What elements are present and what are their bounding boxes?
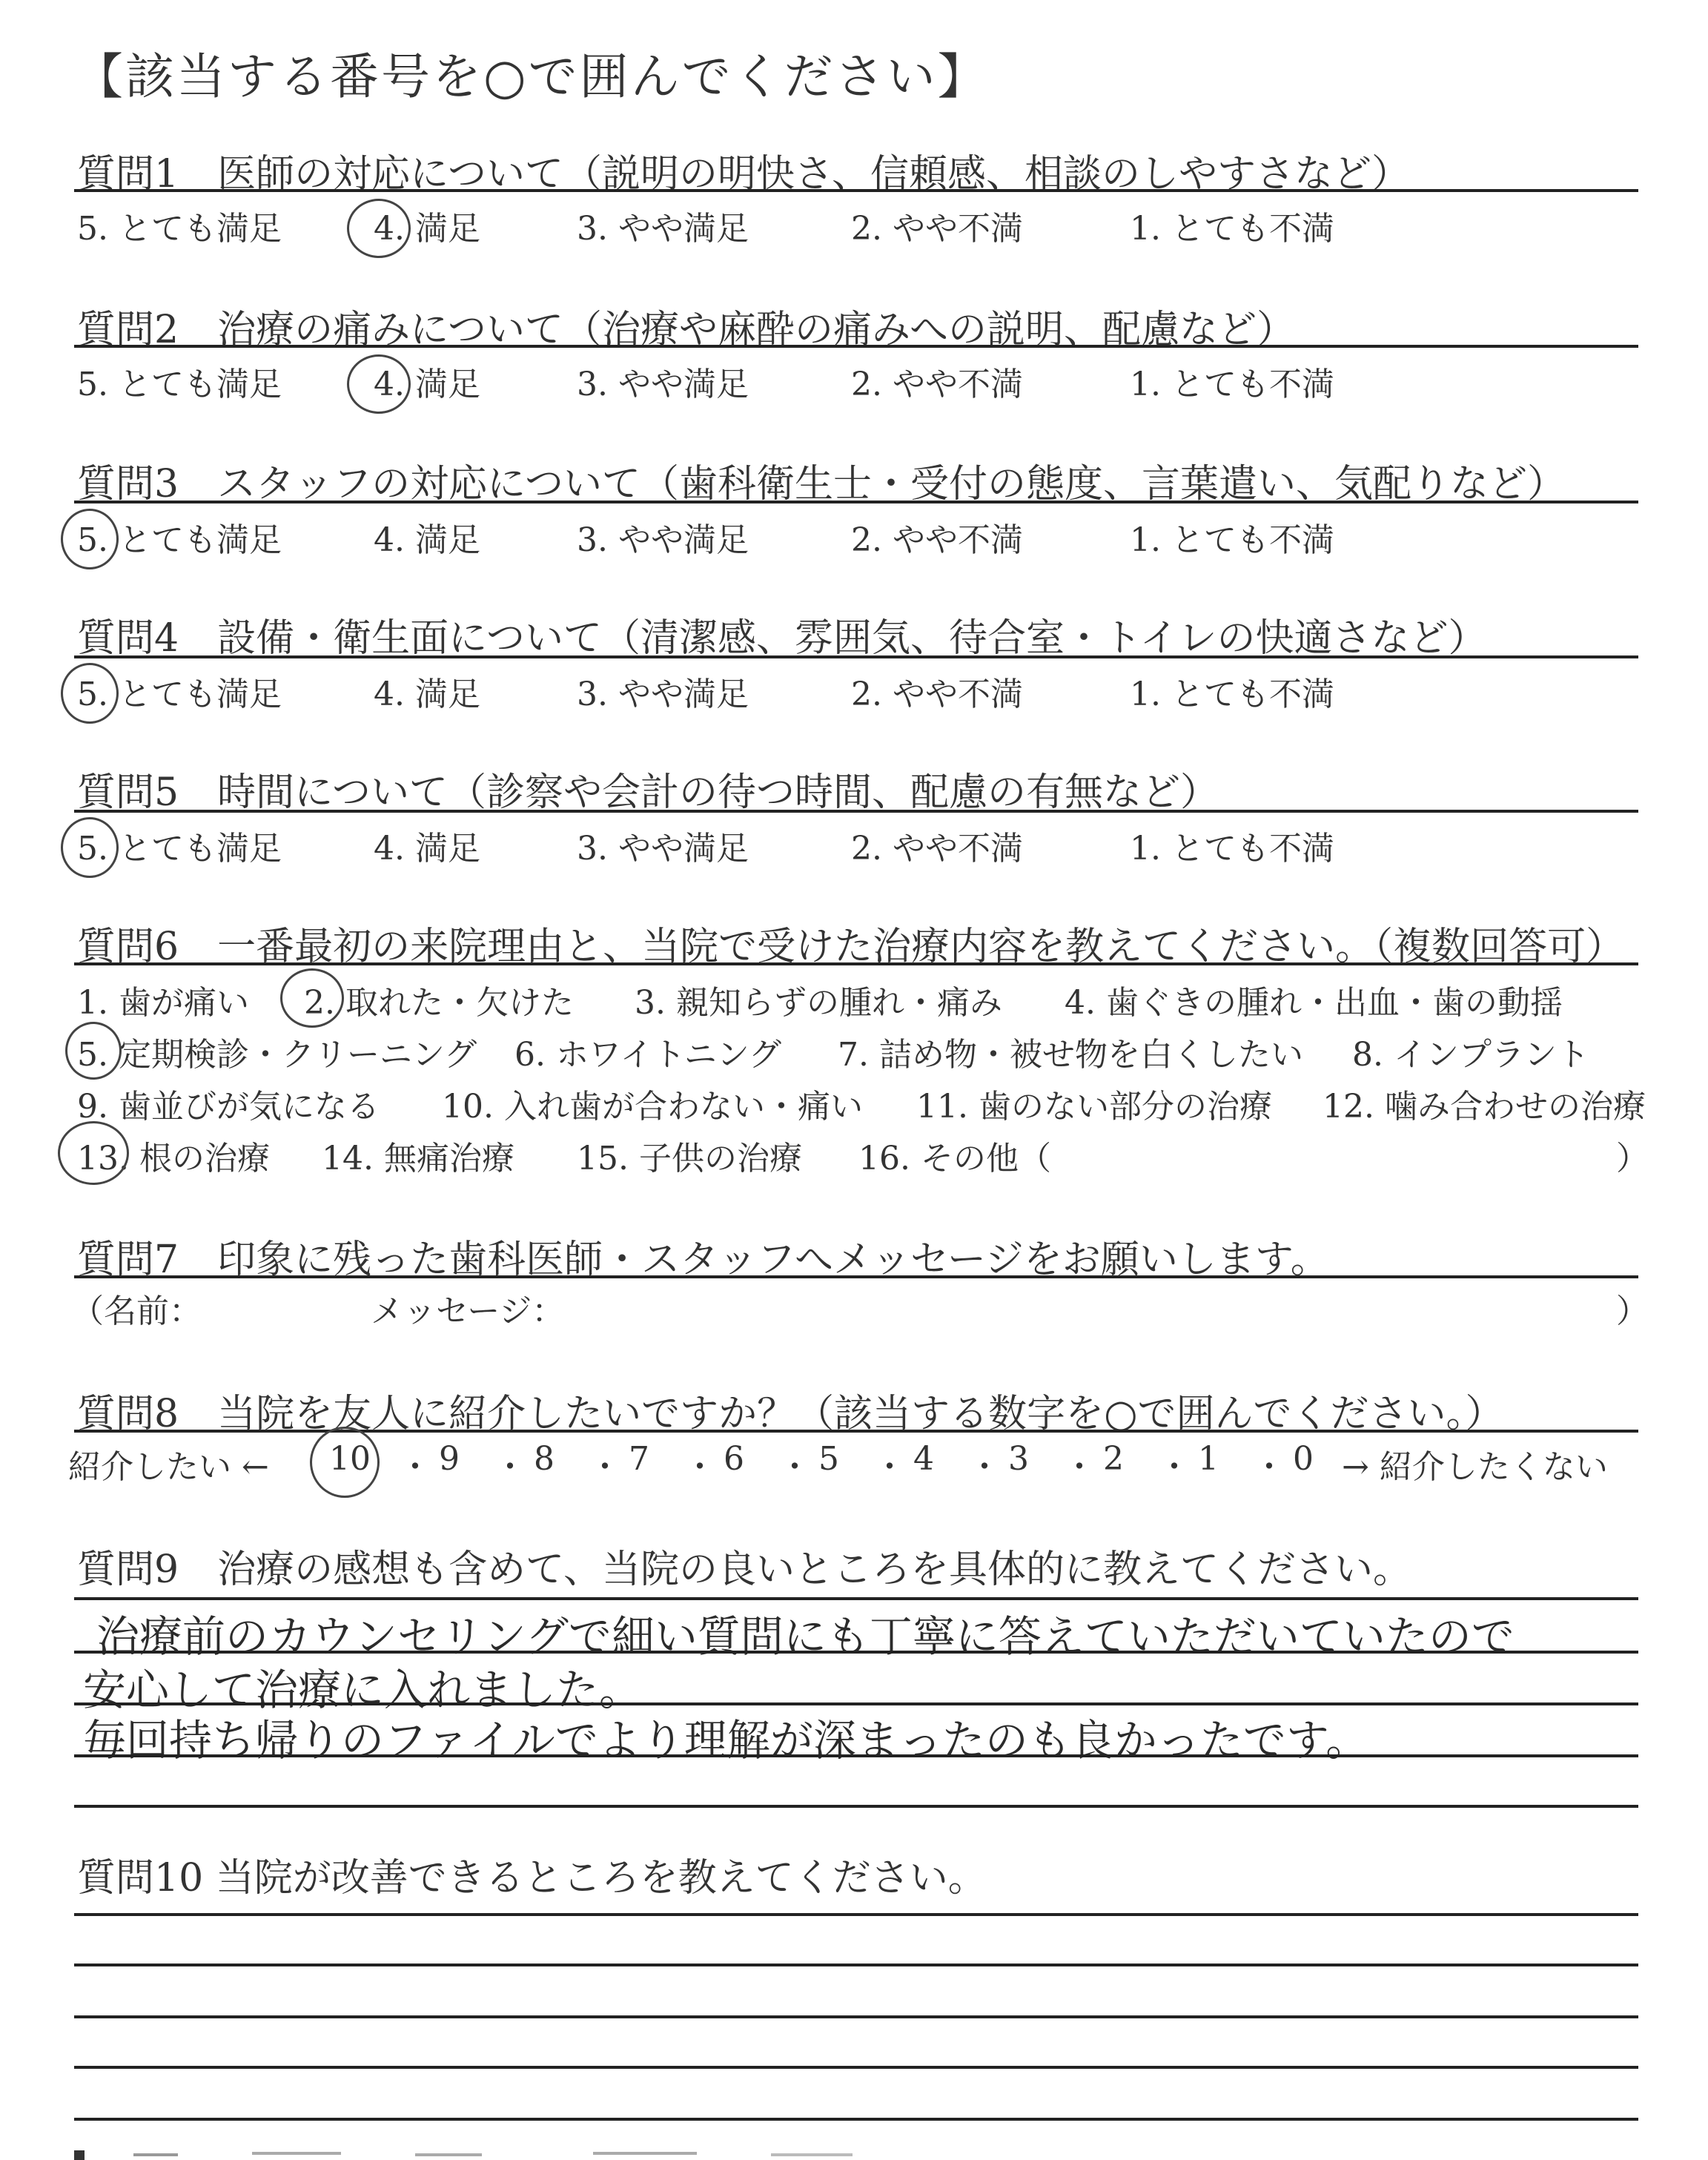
handwritten-answer-line: 治療前のカウンセリングで細い質問にも丁寧に答えていただいていたので — [96, 1611, 1515, 1662]
scale-dot: ・ — [778, 1448, 811, 1486]
divider — [74, 962, 1638, 965]
q8-left-label: 紹介したい ← — [68, 1448, 269, 1486]
q6-option-1[interactable]: 1. 歯が痛い — [77, 984, 249, 1022]
q6-option-10[interactable]: 10. 入れ歯が合わない・痛い — [442, 1088, 863, 1126]
q7-close-paren: ） — [1616, 1292, 1649, 1330]
q6-option-3[interactable]: 3. 親知らずの腫れ・痛み — [635, 984, 1002, 1022]
q6-option-12[interactable]: 12. 噛み合わせの治療 — [1323, 1088, 1646, 1126]
handwritten-answer-line: 安心して治療に入れました。 — [83, 1665, 643, 1715]
cropped-text-fragment — [74, 2143, 964, 2160]
q8-scale-2[interactable]: 2 — [1103, 1440, 1124, 1478]
q5-option-1[interactable]: 1. とても不満 — [1130, 830, 1334, 868]
q1-option-2[interactable]: 2. やや不満 — [851, 210, 1023, 248]
question-9: 質問9 治療の感想も含めて、当院の良いところを具体的に教えてください。 — [77, 1548, 1412, 1592]
q5-option-2[interactable]: 2. やや不満 — [851, 830, 1023, 868]
question-4: 質問4 設備・衛生面について（清潔感、雰囲気、待合室・トイレの快適さなど） — [77, 616, 1487, 661]
q8-scale-6[interactable]: 6 — [724, 1440, 744, 1478]
scale-dot: ・ — [494, 1448, 526, 1486]
q2-option-2[interactable]: 2. やや不満 — [851, 366, 1023, 403]
q4-option-4[interactable]: 4. 満足 — [374, 676, 480, 713]
q1-option-4[interactable]: 4. 満足 — [374, 210, 480, 248]
q5-option-5[interactable]: 5. とても満足 — [77, 830, 282, 868]
scale-dot: ・ — [1253, 1448, 1285, 1486]
question-5: 質問5 時間について（診察や会計の待つ時間、配慮の有無など） — [77, 770, 1219, 815]
q6-option-2[interactable]: 2. 取れた・欠けた — [304, 984, 574, 1022]
q3-option-1[interactable]: 1. とても不満 — [1130, 521, 1334, 559]
scale-dot: ・ — [968, 1448, 1001, 1486]
q6-option-4[interactable]: 4. 歯ぐきの腫れ・出血・歯の動揺 — [1065, 984, 1563, 1022]
q3-option-5[interactable]: 5. とても満足 — [77, 521, 282, 559]
divider — [74, 1430, 1638, 1433]
answer-rule — [74, 2066, 1638, 2069]
question-10: 質問10 当院が改善できるところを教えてください。 — [77, 1856, 987, 1900]
handwritten-answer-line: 毎回持ち帰りのファイルでより理解が深まったのも良かったです。 — [83, 1715, 1369, 1766]
divider — [74, 189, 1638, 192]
q6-option-8[interactable]: 8. インプラント — [1352, 1036, 1589, 1074]
q8-scale-5[interactable]: 5 — [818, 1440, 839, 1478]
q6-option-15[interactable]: 15. 子供の治療 — [577, 1140, 802, 1178]
selection-circle — [61, 817, 119, 878]
q8-right-label: → 紹介したくない — [1342, 1448, 1608, 1486]
selection-circle — [347, 199, 411, 258]
divider — [74, 1275, 1638, 1278]
scale-dot: ・ — [1158, 1448, 1191, 1486]
q8-scale-3[interactable]: 3 — [1008, 1440, 1029, 1478]
q1-option-5[interactable]: 5. とても満足 — [77, 210, 282, 248]
answer-rule — [74, 2118, 1638, 2121]
q1-option-1[interactable]: 1. とても不満 — [1130, 210, 1334, 248]
q4-option-2[interactable]: 2. やや不満 — [851, 676, 1023, 713]
scale-dot: ・ — [399, 1448, 431, 1486]
scale-dot: ・ — [589, 1448, 621, 1486]
page-title: 【該当する番号を○で囲んでください】 — [74, 48, 989, 105]
q4-option-5[interactable]: 5. とても満足 — [77, 676, 282, 713]
q4-option-1[interactable]: 1. とても不満 — [1130, 676, 1334, 713]
scale-dot: ・ — [1063, 1448, 1096, 1486]
scale-dot: ・ — [683, 1448, 716, 1486]
divider — [74, 345, 1638, 348]
q8-scale-10[interactable]: 10 — [329, 1440, 371, 1478]
answer-rule — [74, 1805, 1638, 1808]
selection-circle — [61, 663, 119, 724]
q6-other-close-paren: ） — [1616, 1140, 1649, 1178]
question-8: 質問8 当院を友人に紹介したいですか？（該当する数字を○で囲んでください。） — [77, 1392, 1504, 1436]
answer-rule — [74, 1913, 1638, 1916]
q8-scale-9[interactable]: 9 — [439, 1440, 460, 1478]
question-3: 質問3 スタッフの対応について（歯科衛生士・受付の態度、言葉遣い、気配りなど） — [77, 462, 1566, 506]
q8-scale-1[interactable]: 1 — [1198, 1440, 1219, 1478]
q5-option-3[interactable]: 3. やや満足 — [577, 830, 749, 868]
q3-option-4[interactable]: 4. 満足 — [374, 521, 480, 559]
q8-scale-8[interactable]: 8 — [534, 1440, 555, 1478]
q6-option-14[interactable]: 14. 無痛治療 — [322, 1140, 514, 1178]
divider — [74, 655, 1638, 658]
q3-option-3[interactable]: 3. やや満足 — [577, 521, 749, 559]
scale-dot: ・ — [873, 1448, 906, 1486]
divider — [74, 501, 1638, 503]
q6-option-16[interactable]: 16. その他（ — [858, 1140, 1051, 1178]
question-7: 質問7 印象に残った歯科医師・スタッフへメッセージをお願いします。 — [77, 1238, 1329, 1282]
q6-option-13[interactable]: 13. 根の治療 — [77, 1140, 270, 1178]
q5-option-4[interactable]: 4. 満足 — [374, 830, 480, 868]
q6-option-9[interactable]: 9. 歯並びが気になる — [77, 1088, 380, 1126]
selection-circle — [61, 509, 119, 569]
q7-name-label: （名前： — [71, 1292, 202, 1330]
selection-circle — [65, 1022, 122, 1080]
question-2: 質問2 治療の痛みについて（治療や麻酔の痛みへの説明、配慮など） — [77, 308, 1296, 352]
q6-option-6[interactable]: 6. ホワイトニング — [514, 1036, 782, 1074]
q7-message-label: メッセージ： — [371, 1292, 565, 1330]
q2-option-5[interactable]: 5. とても満足 — [77, 366, 282, 403]
q6-option-7[interactable]: 7. 詰め物・被せ物を白くしたい — [838, 1036, 1303, 1074]
answer-rule — [74, 1651, 1638, 1654]
answer-rule — [74, 1754, 1638, 1757]
q1-option-3[interactable]: 3. やや満足 — [577, 210, 749, 248]
selection-circle — [58, 1121, 129, 1185]
selection-circle — [280, 968, 344, 1028]
divider — [74, 1597, 1638, 1600]
q2-option-1[interactable]: 1. とても不満 — [1130, 366, 1334, 403]
q3-option-2[interactable]: 2. やや不満 — [851, 521, 1023, 559]
q8-scale-0[interactable]: 0 — [1293, 1440, 1314, 1478]
selection-circle — [347, 354, 411, 414]
answer-rule — [74, 2015, 1638, 2018]
divider — [74, 810, 1638, 813]
q2-option-3[interactable]: 3. やや満足 — [577, 366, 749, 403]
q8-scale-7[interactable]: 7 — [629, 1440, 649, 1478]
q2-option-4[interactable]: 4. 満足 — [374, 366, 480, 403]
question-6: 質問6 一番最初の来院理由と、当院で受けた治療内容を教えてください。（複数回答可） — [77, 925, 1625, 969]
q6-option-11[interactable]: 11. 歯のない部分の治療 — [916, 1088, 1272, 1126]
q8-scale-4[interactable]: 4 — [913, 1440, 934, 1478]
question-1: 質問1 医師の対応について（説明の明快さ、信頼感、相談のしやすさなど） — [77, 152, 1410, 196]
answer-rule — [74, 1964, 1638, 1966]
selection-circle — [310, 1427, 380, 1498]
q6-option-5[interactable]: 5. 定期検診・クリーニング — [77, 1036, 477, 1074]
q4-option-3[interactable]: 3. やや満足 — [577, 676, 749, 713]
